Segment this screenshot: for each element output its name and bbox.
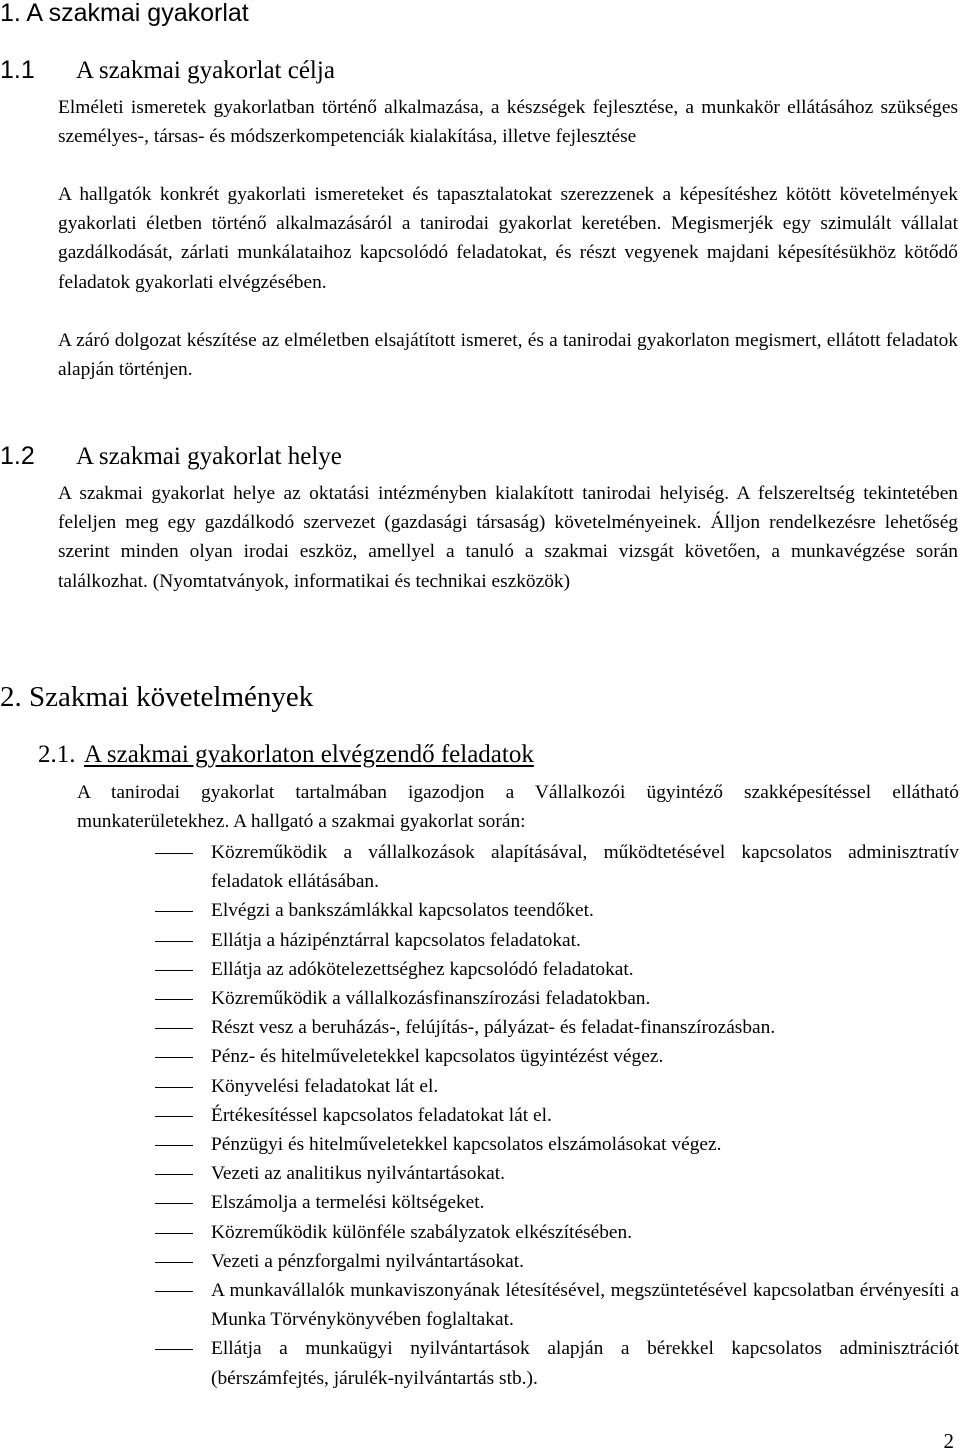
list-item: A munkavállalók munkaviszonyának létesítésével, megszüntetésével kapcsolatban érvényesíti a Munka Törvénykönyvében foglaltakat.	[155, 1276, 959, 1334]
dash-bullet-icon	[155, 1057, 193, 1058]
list-item: Közreműködik különféle szabályzatok elkészítésében.	[155, 1218, 959, 1247]
subsection-2-1-number: 2.1.	[38, 741, 76, 768]
dash-bullet-icon	[155, 1349, 193, 1350]
subsection-1-1-number: 1.1	[0, 56, 35, 84]
subsection-1-2-number: 1.2	[0, 442, 35, 470]
dash-bullet-icon	[155, 1233, 193, 1234]
list-item: Értékesítéssel kapcsolatos feladatokat lát el.	[155, 1101, 959, 1130]
tasks-intro-paragraph: A tanirodai gyakorlat tartalmában igazodjon a Vállalkozói ügyintéző szakképesítéssel ellátható munkaterületekhez. A hallgató a szakmai gyakorlat során:	[77, 782, 959, 833]
list-item: Elszámolja a termelési költségeket.	[155, 1188, 959, 1217]
list-item: Részt vesz a beruházás-, felújítás-, pályázat- és feladat-finanszírozásban.	[155, 1013, 959, 1042]
dash-bullet-icon	[155, 1174, 193, 1175]
list-item: Közreműködik a vállalkozásfinanszírozási feladatokban.	[155, 984, 959, 1013]
dash-bullet-icon	[155, 1145, 193, 1146]
dash-bullet-icon	[155, 1203, 193, 1204]
dash-bullet-icon	[155, 1262, 193, 1263]
dash-bullet-icon	[155, 1116, 193, 1117]
list-item: Vezeti az analitikus nyilvántartásokat.	[155, 1159, 959, 1188]
list-item: Vezeti a pénzforgalmi nyilvántartásokat.	[155, 1247, 959, 1276]
section-1-heading: 1. A szakmai gyakorlat	[0, 0, 249, 27]
list-item: Ellátja a házipénztárral kapcsolatos feladatokat.	[155, 926, 959, 955]
subsection-1-1-heading	[0, 55, 335, 86]
dash-bullet-icon	[155, 999, 193, 1000]
list-item: Közreműködik a vállalkozások alapításával, működtetésével kapcsolatos adminisztratív feladatok ellátásában.	[155, 838, 959, 896]
section-2-heading: 2. Szakmai követelmények	[0, 681, 314, 713]
dash-bullet-icon	[155, 970, 193, 971]
purpose-paragraph-2: A hallgatók konkrét gyakorlati ismereteket és tapasztalatokat szerezzenek a képesítéshez kötött követelmények gyakorlati életben történő alkalmazásáról a tanirodai gyakorlat keretében. Megismerjék egy szimulált vállalat gazdálkodását, zárlati munkálataihoz kapcsolódó feladatokat, és részt vegyenek majdani képesítésükhöz kötődő feladatok gyakorlati elvégzésében.	[58, 184, 958, 293]
list-item: Elvégzi a bankszámlákkal kapcsolatos teendőket.	[155, 896, 959, 925]
dash-bullet-icon	[155, 941, 193, 942]
subsection-1-2-title: A szakmai gyakorlat helye	[76, 443, 342, 470]
list-item: Pénz- és hitelműveletekkel kapcsolatos ügyintézést végez.	[155, 1042, 959, 1071]
dash-bullet-icon	[155, 853, 193, 854]
list-item: Ellátja a munkaügyi nyilvántartások alapján a bérekkel kapcsolatos adminisztrációt (bérszámfejtés, járulék-nyilvántartás stb.).	[155, 1334, 959, 1392]
subsection-2-1-heading	[38, 740, 534, 770]
list-item: Pénzügyi és hitelműveletekkel kapcsolatos elszámolásokat végez.	[155, 1130, 959, 1159]
list-item: Könyvelési feladatokat lát el.	[155, 1072, 959, 1101]
page-number: 2	[943, 1429, 954, 1453]
purpose-paragraph-1: Elméleti ismeretek gyakorlatban történő alkalmazása, a készségek fejlesztése, a munkakör ellátásához szükséges személyes-, társas- és módszerkompetenciák kialakítása, illetve fejlesztése	[58, 97, 958, 148]
tasks-list	[155, 838, 959, 1393]
dash-bullet-icon	[155, 1087, 193, 1088]
list-item: Ellátja az adókötelezettséghez kapcsolódó feladatokat.	[155, 955, 959, 984]
dash-bullet-icon	[155, 911, 193, 912]
dash-bullet-icon	[155, 1291, 193, 1292]
subsection-2-1-title: A szakmai gyakorlaton elvégzendő feladatok	[84, 741, 534, 768]
dash-bullet-icon	[155, 1028, 193, 1029]
subsection-1-2-heading	[0, 441, 342, 472]
subsection-1-1-title: A szakmai gyakorlat célja	[76, 57, 335, 84]
location-paragraph: A szakmai gyakorlat helye az oktatási intézményben kialakított tanirodai helyiség. A felszereltség tekintetében feleljen meg egy gazdálkodó szervezet (gazdasági társaság) követelményeinek. Álljon rendelkezésre lehetőség szerint minden olyan irodai eszköz, amellyel a tanuló a szakmai vizsgát követően, a munkavégzése során találkozhat. (Nyomtatványok, informatikai és technikai eszközök)	[58, 483, 958, 592]
purpose-paragraph-3: A záró dolgozat készítése az elméletben elsajátított ismeret, és a tanirodai gyakorlaton megismert, ellátott feladatok alapján történjen.	[58, 330, 958, 381]
